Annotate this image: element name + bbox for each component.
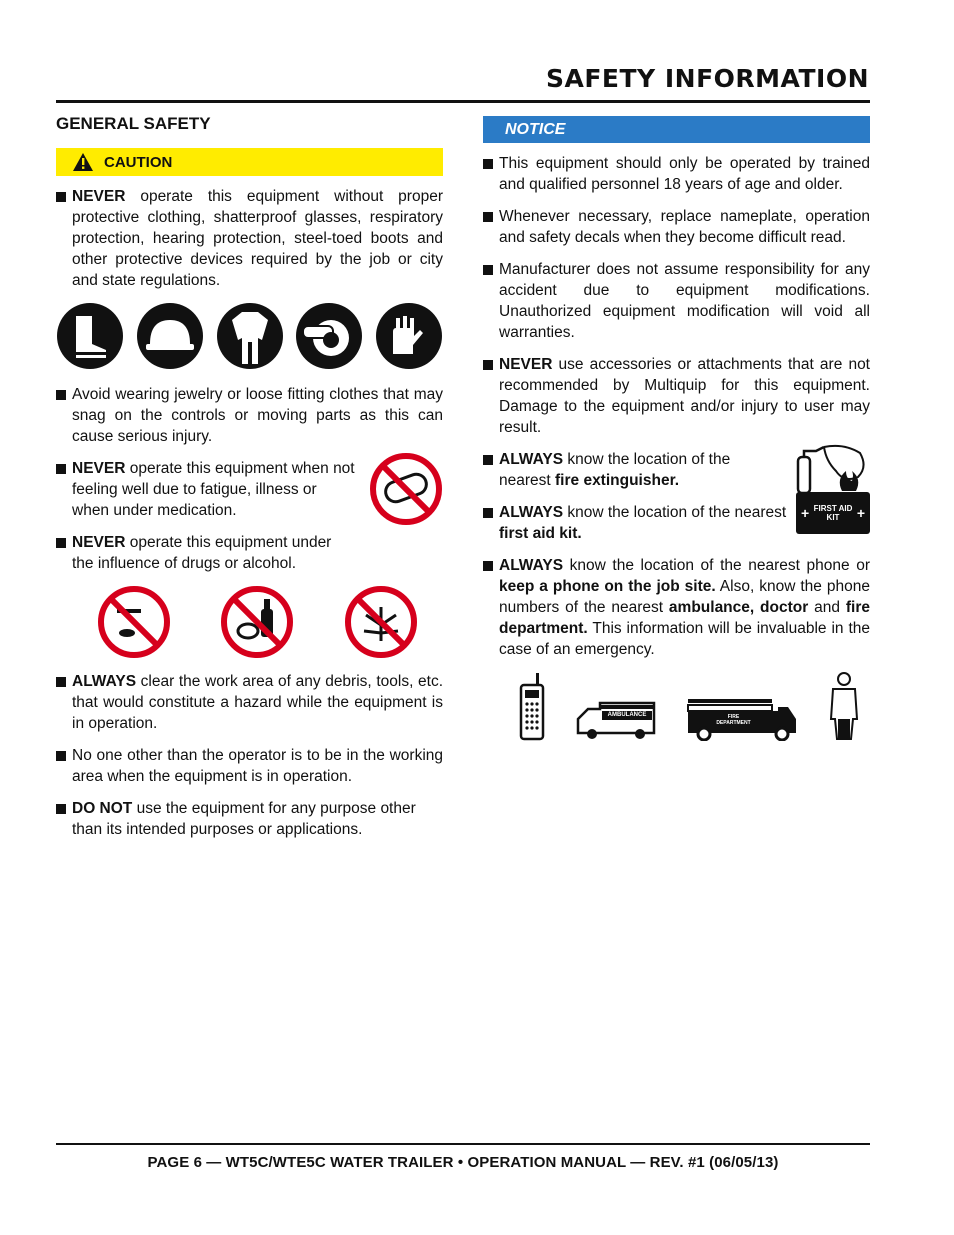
list-item: ALWAYS clear the work area of any debris, tools, etc. that would constitute a hazard while the equipment is in operation. — [56, 671, 443, 734]
no-alcohol-icon — [220, 585, 294, 659]
notice-label: NOTICE — [505, 120, 566, 138]
bullet-icon — [56, 192, 66, 202]
doctor-icon — [829, 671, 859, 741]
right-column — [483, 110, 870, 741]
ambulance-graphic — [576, 701, 656, 741]
cell-phone-icon — [519, 673, 545, 741]
no-drugs-icon — [97, 585, 171, 659]
warning-triangle-icon — [72, 152, 94, 172]
list-item: Manufacturer does not assume responsibility for any accident due to equipment modifications. Unauthorized equipment modification will void all warranties. — [483, 259, 870, 343]
bullet-icon — [483, 360, 493, 370]
bullet-icon — [56, 751, 66, 761]
ppe-icons — [56, 302, 443, 370]
list-item: NEVER operate this equipment without proper protective clothing, shatterproof glasses, respiratory protection, hearing protection, steel-toed boots and other protective devices required by the job or city and state regulations. — [56, 186, 443, 291]
fire-truck-icon: FIRE DEPARTMENT — [686, 697, 798, 741]
first-aid-kit-icon: + FIRST AID KIT + — [796, 492, 870, 534]
plus-icon: + — [856, 505, 865, 521]
list-item: This equipment should only be operated by trained and qualified personnel 18 years of age and older. — [483, 153, 870, 195]
fire-extinguisher-icon — [794, 443, 870, 495]
notice-banner — [483, 116, 870, 143]
bullet-icon — [56, 677, 66, 687]
safety-boot-icon — [56, 302, 124, 370]
caution-label: CAUTION — [104, 153, 173, 171]
page-footer: PAGE 6 — WT5C/WTE5C WATER TRAILER • OPERATION MANUAL — REV. #1 (06/05/13) — [147, 1154, 779, 1171]
list-item: ALWAYS know the location of the nearest first aid kit. — [483, 502, 788, 544]
fatigue-row — [56, 458, 443, 532]
ambulance-icon: AMBULANCE — [576, 701, 656, 741]
top-rule — [56, 100, 870, 103]
list-item: ALWAYS know the location of the nearest phone or keep a phone on the job site. Also, know the phone numbers of the nearest ambulance, doctor and fire department. This information will be invaluable in the case of an emergency. — [483, 555, 870, 660]
bullet-icon — [56, 390, 66, 400]
list-item: Avoid wearing jewelry or loose fitting clothes that may snag on the controls or moving parts as this can cause serious injury. — [56, 384, 443, 447]
bullet-icon — [483, 455, 493, 465]
bottom-rule — [56, 1143, 870, 1145]
list-item: Whenever necessary, replace nameplate, operation and safety decals when they become difficult read. — [483, 206, 870, 248]
bullet-icon — [483, 212, 493, 222]
protective-suit-icon — [216, 302, 284, 370]
list-item: NEVER operate this equipment under the influence of drugs or alcohol. — [56, 532, 356, 574]
list-item: No one other than the operator is to be in the working area when the equipment is in operation. — [56, 745, 443, 787]
list-item: ALWAYS know the location of the nearest fire extinguisher. — [483, 449, 786, 491]
list-item: NEVER operate this equipment when not feeling well due to fatigue, illness or when under medication. — [56, 458, 357, 521]
bullet-icon — [483, 561, 493, 571]
goggles-earmuff-icon — [295, 302, 363, 370]
plus-icon: + — [801, 505, 810, 521]
left-column — [56, 110, 443, 851]
prohibition-icons — [56, 585, 443, 659]
caution-banner — [56, 148, 443, 176]
bullet-icon — [483, 159, 493, 169]
hard-hat-icon — [136, 302, 204, 370]
gloves-icon — [375, 302, 443, 370]
no-medication-icon — [369, 452, 443, 526]
list-item: NEVER use accessories or attachments that are not recommended by Multiquip for this equipment. Damage to the equipment and/or injury to user may result. — [483, 354, 870, 438]
bullet-icon — [483, 265, 493, 275]
bullet-icon — [56, 464, 66, 474]
section-title: GENERAL SAFETY — [56, 114, 211, 133]
emergency-icons — [519, 671, 859, 741]
first-aid-row — [483, 502, 870, 555]
page-title: SAFETY INFORMATION — [546, 64, 869, 93]
list-item: DO NOT use the equipment for any purpose other than its intended purposes or applications. — [56, 798, 443, 840]
bullet-icon — [56, 538, 66, 548]
no-marijuana-icon — [344, 585, 418, 659]
bullet-icon — [483, 508, 493, 518]
bullet-icon — [56, 804, 66, 814]
